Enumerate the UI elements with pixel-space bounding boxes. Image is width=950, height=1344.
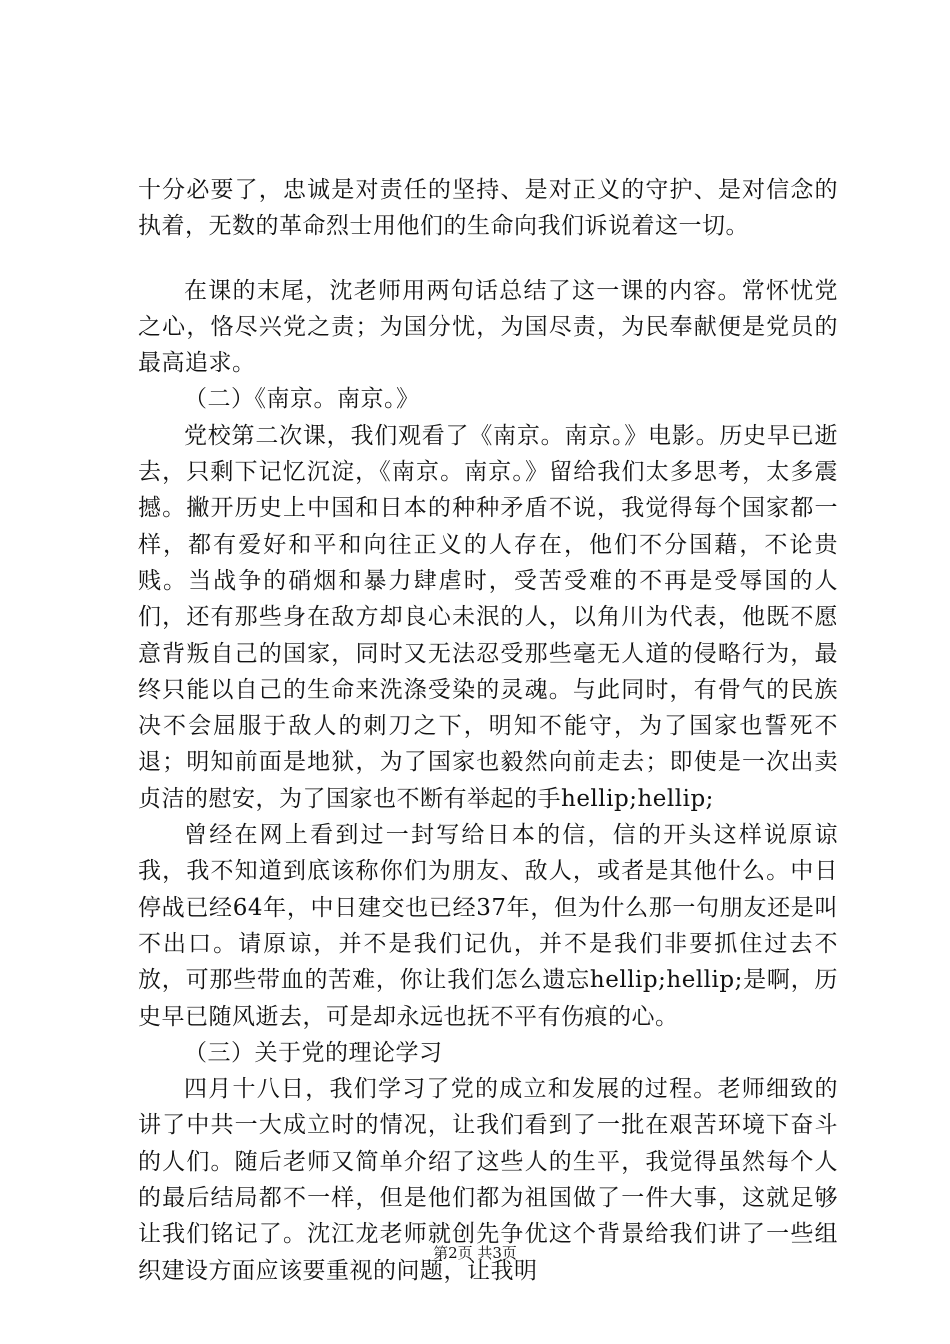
paragraph-nanjing-film: 党校第二次课，我们观看了《南京。南京。》电影。历史早已逝去，只剩下记忆沉淀，《南京。南京。》留给我们太多思考，太多震撼。撇开历史上中国和日本的种种矛盾不说，我觉得每个国家都一样，都有爱好和平和向往正义的人存在，他们不分国藉，不论贵贱。当战争的硝烟和暴力肆虐时，受苦受难的不再是受辱国的人们，还有那些身在敌方却良心未泯的人，以角川为代表，他既不愿意背叛自己的国家，同时又无法忍受那些毫无人道的侵略行为，最终只能以自己的生命来洗涤受染的灵魂。与此同时，有骨气的民族决不会屈服于敌人的刺刀之下，明知不能守，为了国家也誓死不退；明知前面是地狱，为了国家也毅然向前走去；即使是一次出卖贞洁的慰安，为了国家也不断有举起的手hellip;hellip;: [138, 422, 838, 812]
paragraph-party-history: 四月十八日，我们学习了党的成立和发展的过程。老师细致的讲了中共一大成立时的情况，让我们看到了一批在艰苦环境下奋斗的人们。随后老师又简单介绍了这些人的生平，我觉得虽然每个人的最后结局都不一样，但是他们都为祖国做了一件大事，这就足够让我们铭记了。沈江龙老师就创先争优这个背景给我们讲了一些组织建设方面应该要重视的问题，让我明: [138, 1076, 838, 1284]
paragraph-class-summary: 在课的末尾，沈老师用两句话总结了这一课的内容。常怀忧党之心，恪尽兴党之责；为国分忧，为国尽责，为民奉献便是党员的最高追求。: [138, 277, 838, 377]
document-body: [138, 172, 838, 1289]
page-number-footer: 第2页 共3页: [433, 1244, 517, 1262]
paragraph-letter-to-japan: 曾经在网上看到过一封写给日本的信，信的开头这样说原谅我，我不知道到底该称你们为朋友、敌人，或者是其他什么。中日停战已经64年，中日建交也已经37年，但为什么那一句朋友还是叫不出口。请原谅，并不是我们记仇，并不是我们非要抓住过去不放，可那些带血的苦难，你让我们怎么遗忘hellip;hellip;是啊，历史早已随风逝去，可是却永远也抚不平有伤痕的心。: [138, 822, 838, 1030]
section-heading-party-theory: （三）关于党的理论学习: [184, 1039, 443, 1066]
section-heading-nanjing: （二）《南京。南京。》: [184, 386, 420, 413]
paragraph-continuation: 十分必要了，忠诚是对责任的坚持、是对正义的守护、是对信念的执着，无数的革命烈士用他们的生命向我们诉说着这一切。: [138, 177, 838, 240]
